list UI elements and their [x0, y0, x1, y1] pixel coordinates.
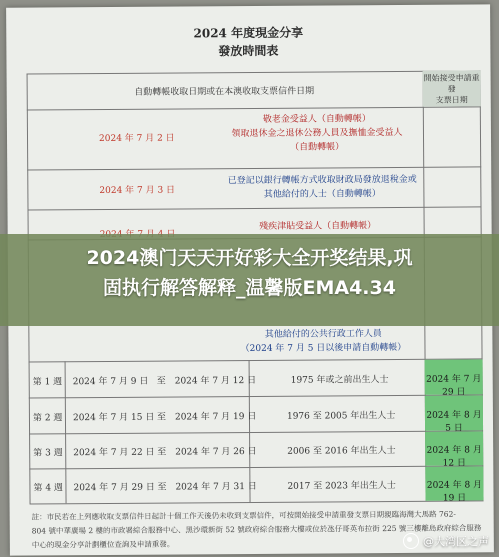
group-date: 2024 年 7 月 2 日: [98, 133, 175, 145]
document-title: 2024 年度現金分享: [193, 25, 304, 41]
group-category: 敬老金受益人（自動轉帳） 領取退休金之退休公務人員及撫恤金受益人 （自動轉帳）: [231, 114, 403, 153]
document-subtitle: 發放時間表: [218, 43, 279, 59]
watermark: [403, 533, 489, 549]
reissue-date: 2024 年 8 月 5 日: [426, 410, 482, 434]
table-row: 第 3 週 2024 年 7 月 22 日 至 2024 年 7 月 26 日 2006 至 2016 年出生人士: [33, 445, 396, 459]
watermark-text: @大湾区之声: [423, 535, 489, 548]
overlay-headline: 2024澳门天天开好彩大全开奖结果,巩 固执行解答解释_温馨版EMA4.34: [86, 247, 413, 299]
group-date: 2024 年 7 月 3 日: [99, 185, 176, 197]
partial-row: 其他給付的公共行政工作人員 （2024 年 7 月 5 日以後申請自動轉帳）: [240, 329, 407, 355]
reissue-date: 2024 年 8 月 12 日: [426, 445, 482, 469]
table-header-reissue-date: 開始接受申請重發 支票日期: [423, 70, 481, 106]
table-header-collection-date: 自動轉帳收取日期或在本澳收取支票信件日期: [134, 86, 315, 98]
group-category: 殘疾津貼受益人（自動轉帳）: [259, 221, 377, 232]
group-category: 已登記以銀行轉帳方式收取財政局發放退稅金或 其他給付的人士（自動轉帳）: [227, 174, 417, 200]
table-row: 第 2 週 2024 年 7 月 15 日 至 2024 年 7 月 19 日 1976 至 2005 年出生人士: [32, 410, 396, 424]
reissue-date: 2024 年 8 月 19 日: [426, 480, 483, 504]
footnote: 註：市民若在上列應收取支票信件日起計十個工作天後仍未收到支票信件，可按開始接受申請重發支票日期親臨海灣大馬路 762- 804 號中華廣場 2 樓的市政署綜合服務中心、黑沙環新街 52 號政府綜合服務大樓或位於氹仔哥英布拉街 225 號三樓離島政府綜合服務 中心的現金分享計劃櫃位查詢及申請重發。: [31, 509, 482, 550]
table-row: 第 1 週 2024 年 7 月 9 日 至 2024 年 7 月 12 日 1975 年或之前出生人士: [32, 375, 389, 388]
reissue-date: 2024 年 7 月 29 日: [426, 374, 482, 398]
table-row: 第 4 週 2024 年 7 月 29 日 至 2024 年 7 月 31 日 2017 至 2023 年出生人士: [33, 480, 396, 494]
weibo-icon: [403, 533, 419, 549]
